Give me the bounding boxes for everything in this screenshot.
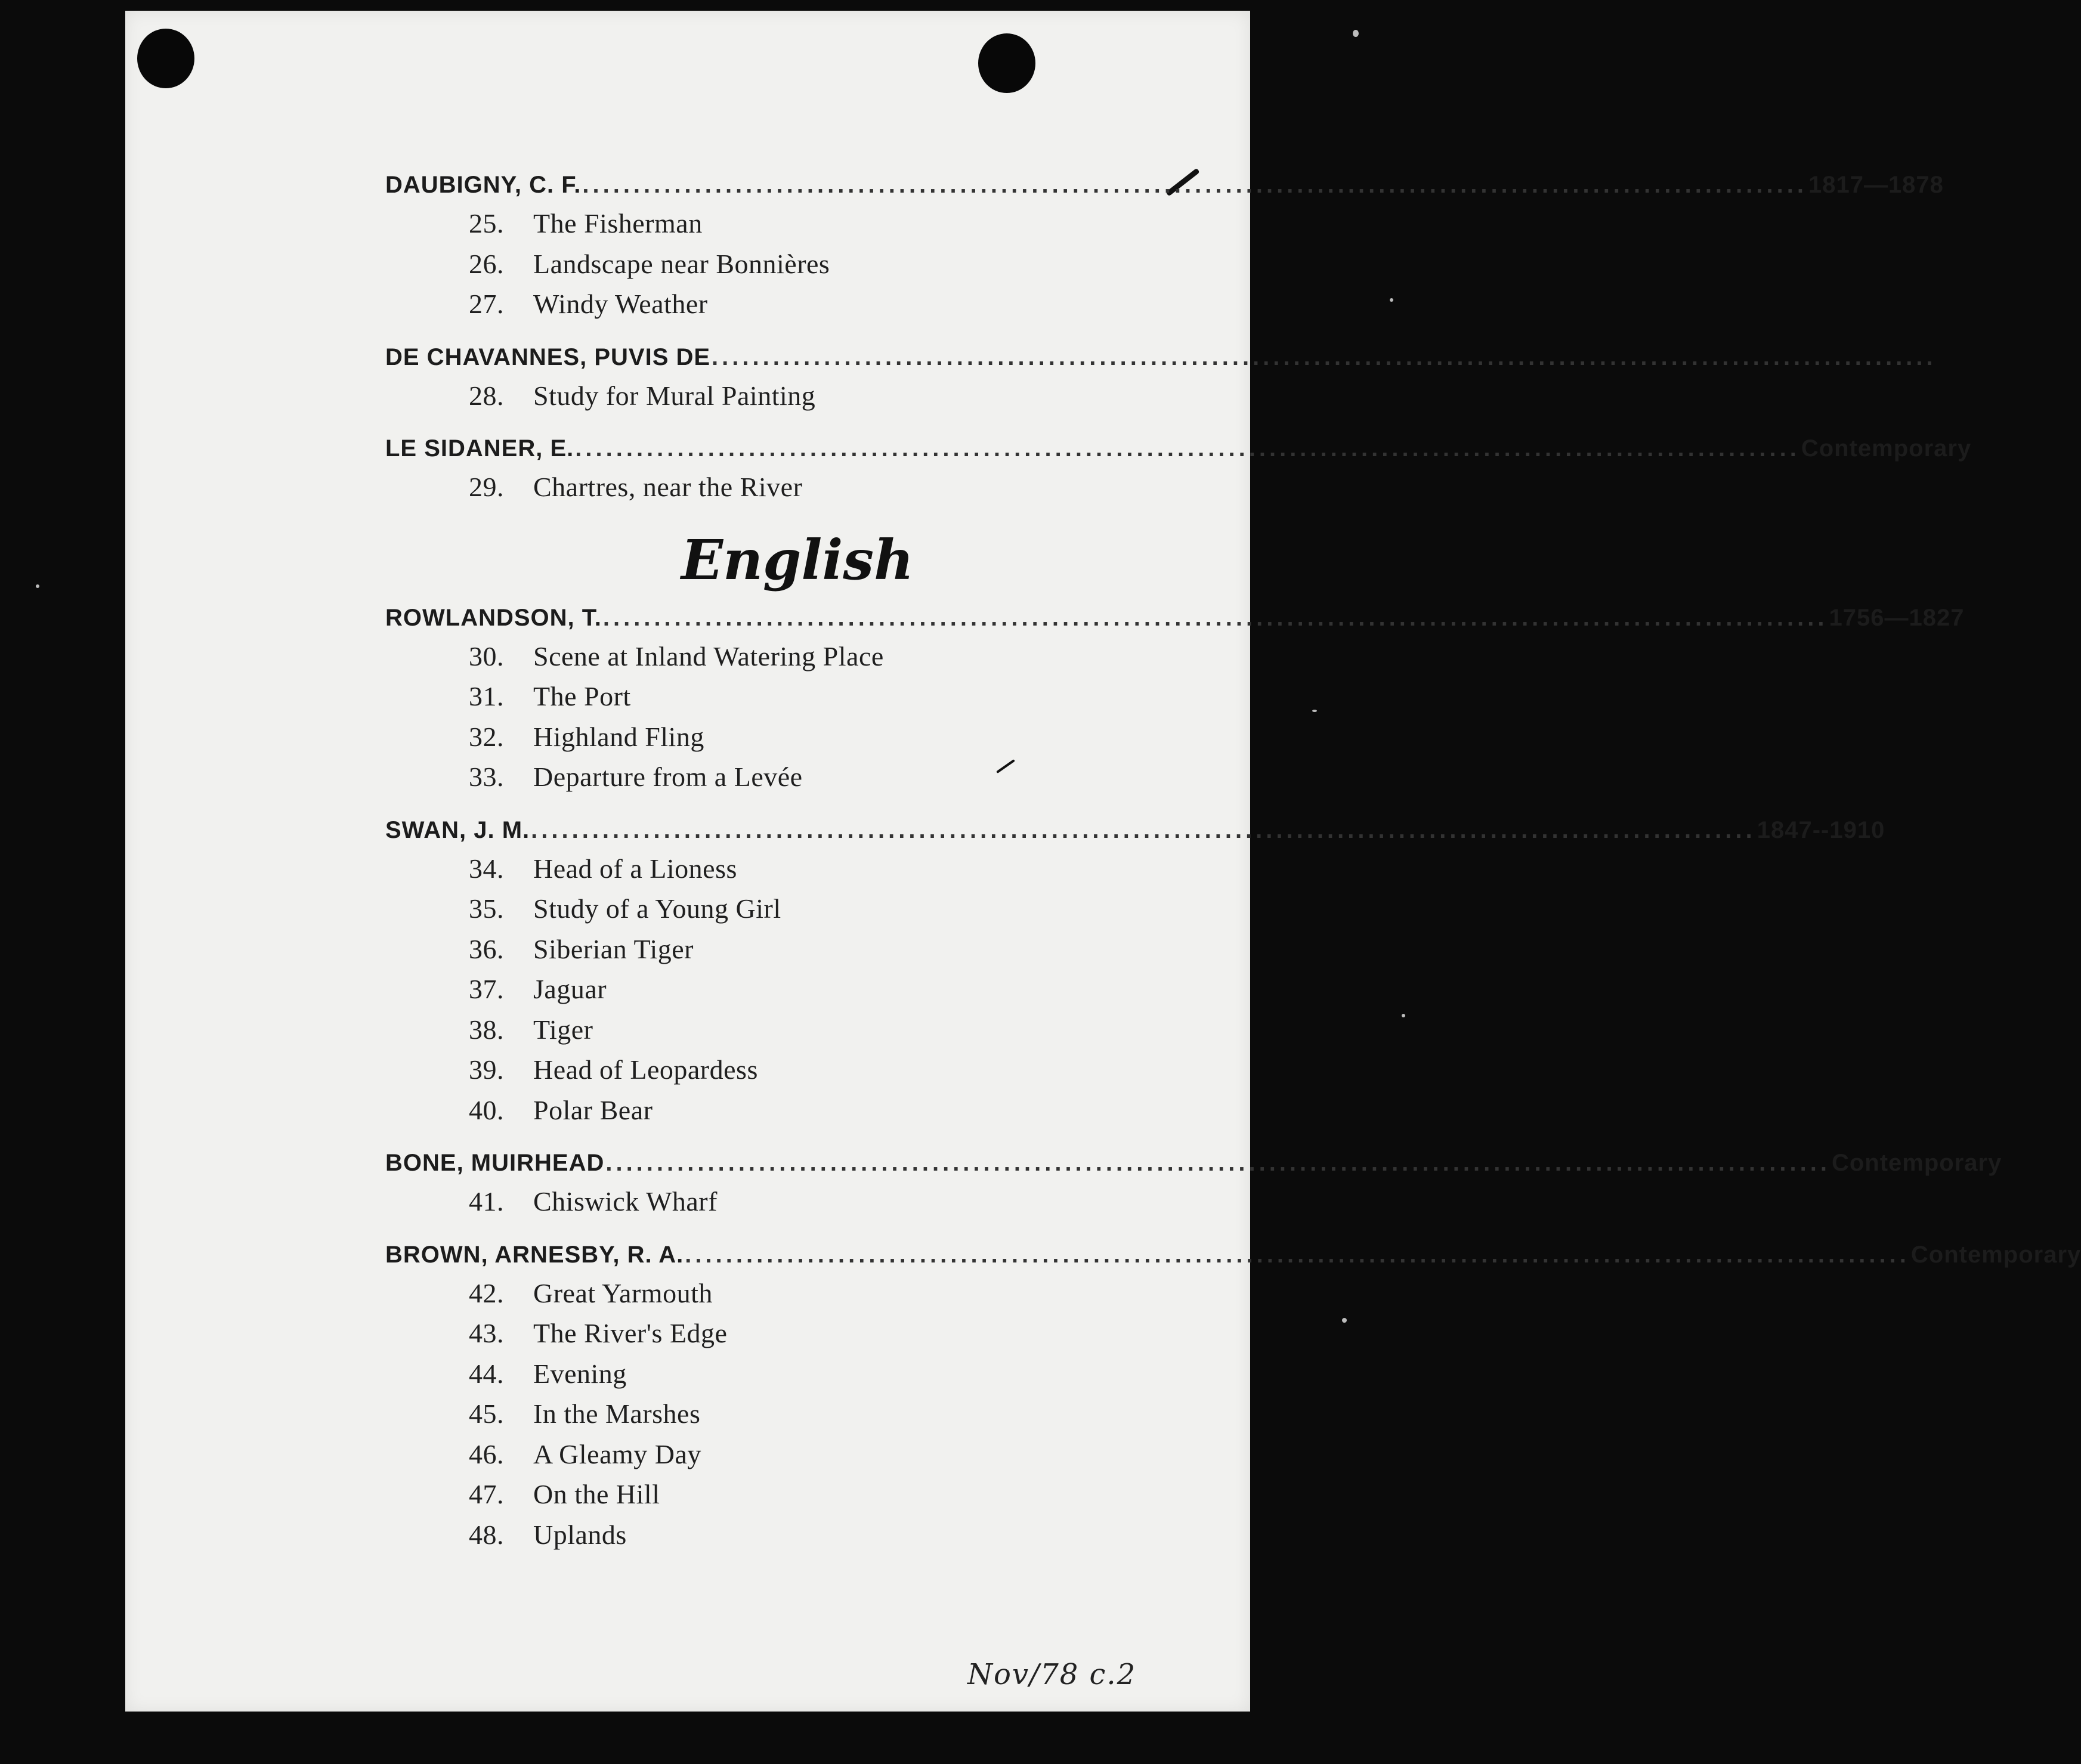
section-heading: English	[681, 527, 914, 592]
entry-number: 35.	[469, 893, 504, 924]
artist-dates: 1756—1827	[1829, 604, 1965, 631]
entry-number: 28.	[469, 380, 504, 411]
catalog-entry	[385, 1519, 1263, 1559]
artist-dates: Contemporary	[1801, 435, 1972, 462]
artist-heading	[385, 604, 1965, 640]
catalog-entry	[385, 1438, 1263, 1479]
catalog-entry	[385, 248, 1263, 289]
entry-number: 45.	[469, 1398, 504, 1429]
entry-number: 39.	[469, 1054, 504, 1085]
artist-heading	[385, 816, 1885, 853]
scan-speck	[1353, 30, 1359, 37]
artist-dates: Contemporary	[1910, 1241, 2081, 1268]
leader-dots: ........................................................................................................................	[582, 172, 1807, 198]
catalog-entry	[385, 1054, 1263, 1094]
catalog-entry	[385, 893, 1263, 933]
scan-speck	[1402, 1014, 1405, 1017]
entry-number: 41.	[469, 1186, 504, 1217]
catalog-entry	[385, 1478, 1263, 1519]
punch-hole	[978, 33, 1035, 93]
handwritten-note: Nov/78 c.2	[967, 1658, 1137, 1691]
leader-dots: ........................................................................................................................	[531, 816, 1756, 843]
catalog-entry	[385, 933, 1263, 974]
catalog-entry	[385, 1277, 1263, 1318]
catalog-page	[125, 11, 2081, 1712]
catalog-entry	[385, 853, 1263, 893]
artist-heading	[385, 1150, 2002, 1186]
entry-title: Jaguar	[533, 974, 607, 1004]
artist-name: DAUBIGNY, C. F.	[385, 172, 582, 198]
scan-speck	[1312, 710, 1317, 712]
entry-title: Landscape near Bonnières	[533, 248, 830, 279]
entry-number: 34.	[469, 853, 504, 884]
artist-name: LE SIDANER, E.	[385, 435, 574, 462]
entry-number: 42.	[469, 1277, 504, 1308]
entry-number: 46.	[469, 1438, 504, 1469]
scan-speck	[36, 584, 39, 588]
entry-number: 26.	[469, 248, 504, 279]
artist-name: SWAN, J. M.	[385, 816, 530, 843]
artist-list-french	[385, 172, 1972, 512]
entry-number: 47.	[469, 1479, 504, 1509]
entry-title: In the Marshes	[533, 1398, 701, 1429]
catalog-entry	[385, 1094, 1263, 1135]
entry-number: 48.	[469, 1519, 504, 1550]
artist-heading	[385, 343, 1937, 380]
artist-name: ROWLANDSON, T.	[385, 604, 602, 631]
leader-dots: ........................................................................................................................	[605, 1150, 1830, 1176]
entry-number: 37.	[469, 974, 504, 1004]
entry-title: Great Yarmouth	[533, 1277, 713, 1308]
entry-title: Siberian Tiger	[533, 933, 694, 964]
artist-dates: 1817—1878	[1808, 172, 1944, 198]
catalog-entry	[385, 208, 1263, 248]
entry-title: Head of a Lioness	[533, 853, 737, 884]
entry-title: Study of a Young Girl	[533, 893, 781, 924]
entry-title: Highland Fling	[533, 721, 704, 752]
punch-hole	[137, 29, 194, 88]
artist-name: BONE, MUIRHEAD	[385, 1150, 605, 1176]
entry-title: The River's Edge	[533, 1318, 728, 1348]
entry-number: 31.	[469, 681, 504, 711]
entry-number: 29.	[469, 472, 504, 502]
catalog-entry	[385, 380, 1263, 420]
catalog-entry	[385, 1014, 1263, 1054]
entry-title: Polar Bear	[533, 1094, 653, 1125]
catalog-entry	[385, 1317, 1263, 1358]
entry-title: A Gleamy Day	[533, 1438, 701, 1469]
entry-number: 27.	[469, 289, 504, 319]
entry-title: The Fisherman	[533, 208, 703, 239]
artist-dates: 1847--1910	[1757, 816, 1885, 843]
artist-heading	[385, 1241, 2081, 1277]
catalog-entry	[385, 471, 1263, 512]
entry-number: 33.	[469, 762, 504, 792]
scan-speck	[1390, 298, 1393, 302]
entry-number: 30.	[469, 640, 504, 671]
entry-number: 36.	[469, 933, 504, 964]
leader-dots: ........................................................................................................................	[685, 1241, 1910, 1268]
entry-title: Departure from a Levée	[533, 762, 803, 792]
entry-title: Chartres, near the River	[533, 472, 803, 502]
entry-number: 44.	[469, 1358, 504, 1389]
entry-title: Windy Weather	[533, 289, 708, 319]
catalog-entry	[385, 1186, 1263, 1226]
entry-title: Scene at Inland Watering Place	[533, 640, 884, 671]
artist-dates: Contemporary	[1831, 1150, 2002, 1176]
entry-title: Evening	[533, 1358, 627, 1389]
catalog-entry	[385, 1398, 1263, 1438]
catalog-entry	[385, 721, 1263, 762]
entry-number: 38.	[469, 1014, 504, 1045]
leader-dots: ........................................................................................................................	[712, 343, 1937, 370]
artist-name: DE CHAVANNES, PUVIS DE	[385, 343, 711, 370]
catalog-list	[385, 172, 2081, 1559]
leader-dots: ........................................................................................................................	[602, 604, 1828, 631]
entry-number: 32.	[469, 721, 504, 752]
entry-title: Tiger	[533, 1014, 593, 1045]
entry-title: On the Hill	[533, 1479, 660, 1509]
artist-list-english	[385, 604, 2081, 1559]
catalog-entry	[385, 288, 1263, 329]
entry-number: 40.	[469, 1094, 504, 1125]
entry-title: Chiswick Wharf	[533, 1186, 718, 1217]
catalog-entry	[385, 1358, 1263, 1398]
artist-heading	[385, 172, 1944, 208]
catalog-entry	[385, 761, 1263, 801]
catalog-entry	[385, 680, 1263, 721]
artist-name: BROWN, ARNESBY, R. A.	[385, 1241, 684, 1268]
entry-title: The Port	[533, 681, 631, 711]
entry-title: Study for Mural Painting	[533, 380, 816, 411]
scan-speck	[1342, 1318, 1347, 1323]
catalog-entry	[385, 640, 1263, 681]
artist-heading	[385, 435, 1972, 471]
entry-title: Head of Leopardess	[533, 1054, 758, 1085]
entry-title: Uplands	[533, 1519, 627, 1550]
catalog-entry	[385, 973, 1263, 1014]
entry-number: 25.	[469, 208, 504, 239]
leader-dots: ........................................................................................................................	[575, 435, 1800, 462]
entry-number: 43.	[469, 1318, 504, 1348]
